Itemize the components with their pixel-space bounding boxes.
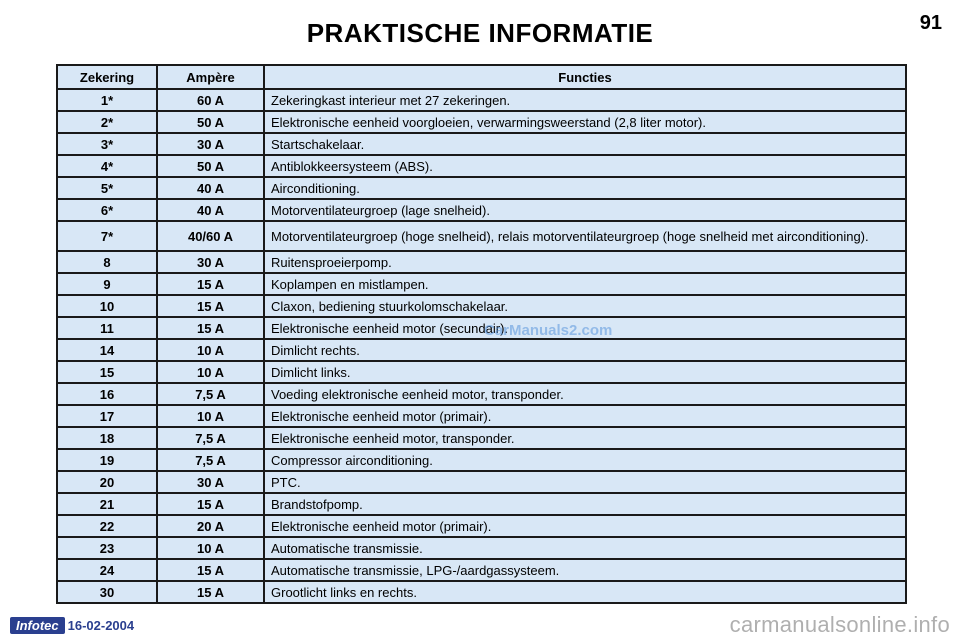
- page-number: 91: [919, 12, 942, 34]
- cell-zekering: 8: [58, 252, 158, 272]
- table-header-row: [58, 66, 905, 88]
- cell-ampere: 40/60 A: [158, 222, 265, 250]
- cell-functie: Antiblokkeersysteem (ABS).: [265, 156, 905, 176]
- cell-functie: Grootlicht links en rechts.: [265, 582, 905, 602]
- cell-functie: Motorventilateurgroep (lage snelheid).: [265, 200, 905, 220]
- cell-functie: Startschakelaar.: [265, 134, 905, 154]
- cell-zekering: 15: [58, 362, 158, 382]
- cell-ampere: 7,5 A: [158, 428, 265, 448]
- cell-functie: PTC.: [265, 472, 905, 492]
- cell-ampere: 40 A: [158, 178, 265, 198]
- cell-zekering: 4*: [58, 156, 158, 176]
- cell-ampere: 15 A: [158, 296, 265, 316]
- fuse-table-container: [56, 64, 907, 604]
- cell-ampere: 10 A: [158, 406, 265, 426]
- cell-functie: Elektronische eenheid motor (primair).: [265, 406, 905, 426]
- cell-zekering: 5*: [58, 178, 158, 198]
- table-row: [58, 362, 905, 382]
- cell-ampere: 15 A: [158, 560, 265, 580]
- header-functies: Functies: [265, 66, 905, 88]
- table-row: [58, 318, 905, 338]
- cell-functie: Voeding elektronische eenheid motor, transponder.: [265, 384, 905, 404]
- cell-ampere: 7,5 A: [158, 384, 265, 404]
- cell-ampere: 10 A: [158, 538, 265, 558]
- cell-functie: Claxon, bediening stuurkolomschakelaar.: [265, 296, 905, 316]
- cell-functie: Zekeringkast interieur met 27 zekeringen.: [265, 90, 905, 110]
- cell-zekering: 22: [58, 516, 158, 536]
- table-row: [58, 252, 905, 272]
- table-row: [58, 406, 905, 426]
- table-row: [58, 134, 905, 154]
- cell-zekering: 14: [58, 340, 158, 360]
- header-zekering: Zekering: [58, 66, 158, 88]
- cell-functie: Elektronische eenheid motor (secundair).: [265, 318, 905, 338]
- table-row: [58, 156, 905, 176]
- table-row: [58, 494, 905, 514]
- cell-ampere: 10 A: [158, 340, 265, 360]
- cell-zekering: 24: [58, 560, 158, 580]
- cell-ampere: 7,5 A: [158, 450, 265, 470]
- page-title: PRAKTISCHE INFORMATIE: [306, 18, 654, 48]
- cell-functie: Ruitensproeierpomp.: [265, 252, 905, 272]
- cell-functie: Brandstofpomp.: [265, 494, 905, 514]
- footer-date: 16-02-2004: [67, 618, 135, 633]
- cell-ampere: 50 A: [158, 112, 265, 132]
- table-row: [58, 428, 905, 448]
- table-row: [58, 274, 905, 294]
- cell-zekering: 16: [58, 384, 158, 404]
- cell-functie: Koplampen en mistlampen.: [265, 274, 905, 294]
- cell-ampere: 20 A: [158, 516, 265, 536]
- cell-zekering: 17: [58, 406, 158, 426]
- cell-ampere: 15 A: [158, 582, 265, 602]
- table-row: [58, 516, 905, 536]
- cell-functie: Dimlicht rechts.: [265, 340, 905, 360]
- table-row: [58, 538, 905, 558]
- cell-zekering: 6*: [58, 200, 158, 220]
- table-row: [58, 560, 905, 580]
- cell-zekering: 18: [58, 428, 158, 448]
- cell-zekering: 19: [58, 450, 158, 470]
- table-row: [58, 90, 905, 110]
- site-watermark: carmanualsonline.info: [729, 612, 950, 637]
- cell-zekering: 21: [58, 494, 158, 514]
- cell-zekering: 10: [58, 296, 158, 316]
- header-ampere: Ampère: [158, 66, 265, 88]
- table-row: [58, 450, 905, 470]
- cell-zekering: 23: [58, 538, 158, 558]
- cell-functie: Automatische transmissie.: [265, 538, 905, 558]
- cell-functie: Elektronische eenheid motor (primair).: [265, 516, 905, 536]
- cell-zekering: 7*: [58, 222, 158, 250]
- cell-functie: Motorventilateurgroep (hoge snelheid), relais motorventilateurgroep (hoge snelheid met airconditioning).: [265, 222, 905, 250]
- cell-ampere: 15 A: [158, 318, 265, 338]
- cell-zekering: 20: [58, 472, 158, 492]
- table-row: [58, 384, 905, 404]
- cell-functie: Airconditioning.: [265, 178, 905, 198]
- cell-zekering: 9: [58, 274, 158, 294]
- table-row: [58, 112, 905, 132]
- cell-zekering: 11: [58, 318, 158, 338]
- cell-ampere: 10 A: [158, 362, 265, 382]
- cell-functie: Elektronische eenheid motor, transponder.: [265, 428, 905, 448]
- cell-functie: Automatische transmissie, LPG-/aardgassysteem.: [265, 560, 905, 580]
- cell-ampere: 30 A: [158, 134, 265, 154]
- cell-functie: Compressor airconditioning.: [265, 450, 905, 470]
- cell-zekering: 2*: [58, 112, 158, 132]
- table-row: [58, 178, 905, 198]
- table-row: [58, 296, 905, 316]
- cell-zekering: 30: [58, 582, 158, 602]
- cell-functie: Dimlicht links.: [265, 362, 905, 382]
- watermark: CarManuals2.com: [484, 322, 613, 339]
- cell-ampere: 15 A: [158, 494, 265, 514]
- table-row: [58, 582, 905, 602]
- cell-zekering: 3*: [58, 134, 158, 154]
- fuse-table-body: [58, 90, 905, 602]
- table-row: [58, 222, 905, 250]
- cell-ampere: 40 A: [158, 200, 265, 220]
- fuse-table: [58, 64, 905, 604]
- cell-functie: Elektronische eenheid voorgloeien, verwarmingsweerstand (2,8 liter motor).: [265, 112, 905, 132]
- cell-ampere: 50 A: [158, 156, 265, 176]
- cell-ampere: 15 A: [158, 274, 265, 294]
- footer: [10, 617, 134, 634]
- cell-ampere: 30 A: [158, 472, 265, 492]
- cell-zekering: 1*: [58, 90, 158, 110]
- table-row: [58, 472, 905, 492]
- cell-ampere: 60 A: [158, 90, 265, 110]
- infotec-logo: Infotec: [10, 617, 65, 634]
- table-row: [58, 340, 905, 360]
- cell-ampere: 30 A: [158, 252, 265, 272]
- table-row: [58, 200, 905, 220]
